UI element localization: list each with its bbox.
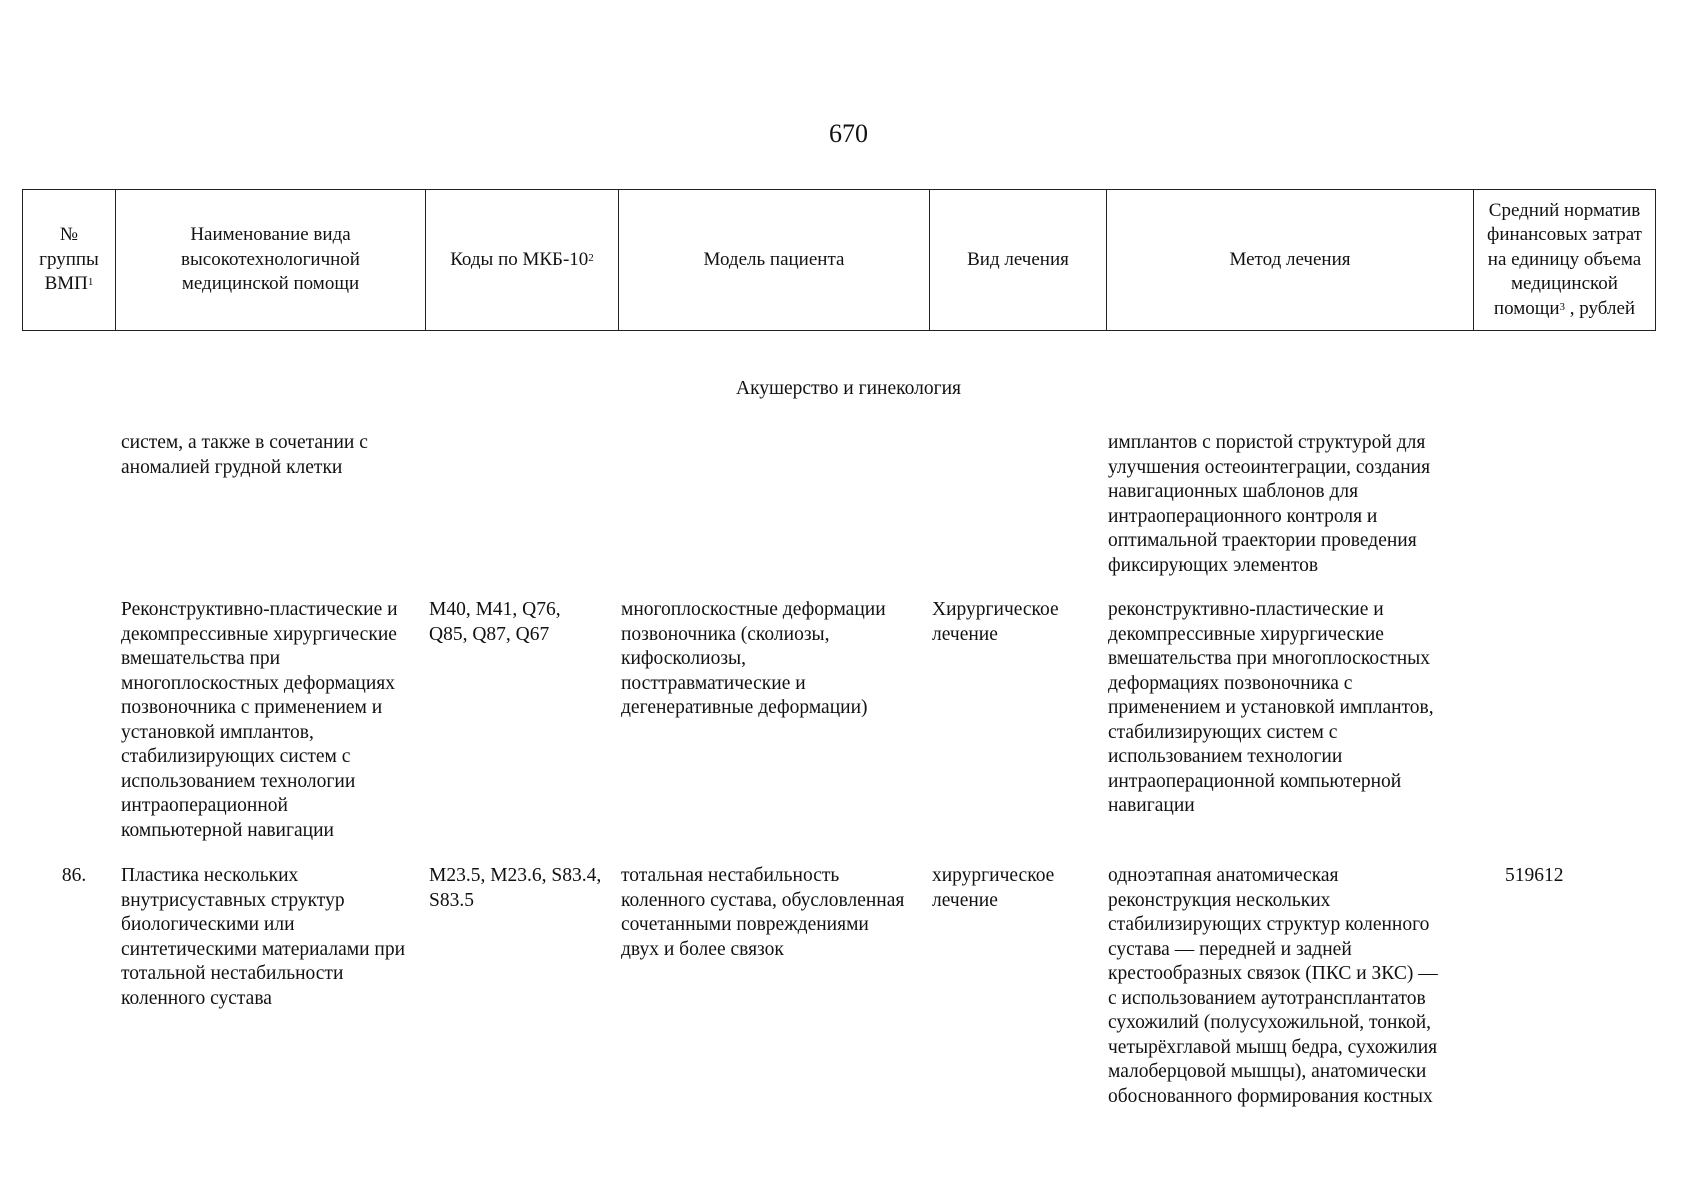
row-3-model: тотальная нестабильность коленного сустава, обусловленная сочетанными повреждениями двух и более связок: [621, 865, 905, 960]
header-patient-model: Модель пациента: [619, 190, 930, 331]
row-2-model: многоплоскостные деформации позвоночника (сколиозы, кифосколиозы, посттравматические и дегенеративные деформации): [621, 599, 886, 718]
row-3-codes: M23.5, M23.6, S83.4, S83.5: [429, 865, 602, 911]
row-3-number: 86.: [61, 865, 87, 886]
page-number: 670: [829, 119, 868, 148]
header-care-type: Наименование вида высокотехнологичной медицинской помощи: [116, 190, 426, 331]
header-treatment-method: Метод лечения: [1107, 190, 1474, 331]
header-group-number: № группы ВМП$^1$: [23, 190, 116, 331]
row-3-name: Пластика нескольких внутрисуставных структур биологическими или синтетическими материалами при тотальной нестабильности коленного сустава: [121, 865, 406, 1009]
header-icd-codes: Коды по МКБ-$10^2$: [426, 190, 619, 331]
row-1-name: систем, а также в сочетании с аномалией грудной клетки: [121, 432, 368, 478]
row-2-method: реконструктивно-пластические и декомпрессивные хирургические вмешательства при многоплоскостных деформациях позвоночника с применением и установкой имплантов, стабилизирующих систем с использованием технологии интраоперационной компьютерной навигации: [1108, 599, 1434, 816]
row-3-cost: 519612: [1505, 865, 1564, 886]
table-header: [22, 189, 1656, 331]
row-2-codes: M40, M41, Q76, Q85, Q87, Q67: [429, 599, 561, 645]
row-2-treatment: Хирургическое лечение: [932, 599, 1059, 645]
section-title: Акушерство и гинекология: [735, 378, 962, 399]
row-3-treatment: хирургическое лечение: [932, 865, 1055, 911]
row-3-method: одноэтапная анатомическая реконструкция нескольких стабилизирующих структур коленного сустава — передней и задней крестообразных связок (ПКС и ЗКС) — с использованием аутотрансплантатов сухожилий (полусухожильной, тонкой, четырёхглавой мышц бедра, сухожилия малоберцовой мышцы), анатомически обоснованного формирования костных: [1108, 865, 1438, 1107]
header-cost-norm: Средний норматив финансовых затрат на единицу объема медицинской помощи$^3$ , рублей: [1474, 190, 1656, 331]
row-1-method: имплантов с пористой структурой для улучшения остеоинтеграции, создания навигационных шаблонов для интраоперационного контроля и оптимальной траектории проведения фиксирующих элементов: [1108, 432, 1431, 576]
header-treatment-type: Вид лечения: [930, 190, 1107, 331]
row-2-name: Реконструктивно-пластические и декомпрессивные хирургические вмешательства при многоплоскостных деформациях позвоночника с применением и установкой имплантов, стабилизирующих систем с использованием технологии интраоперационной компьютерной навигации: [121, 599, 398, 841]
